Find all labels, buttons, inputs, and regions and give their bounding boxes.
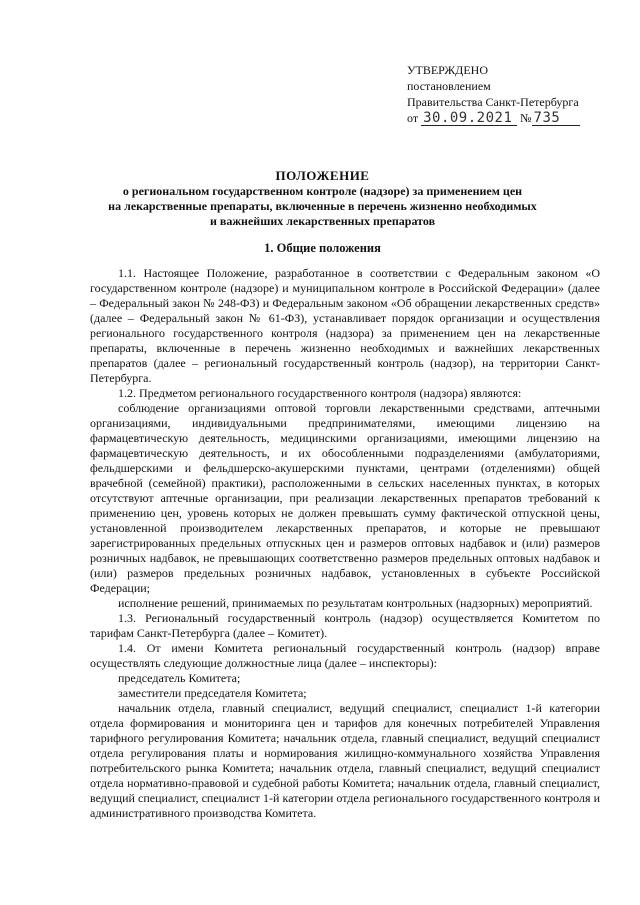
approval-authority: Правительства Санкт-Петербурга bbox=[407, 95, 579, 109]
approval-decree: постановлением bbox=[407, 79, 491, 93]
paragraph: соблюдение организациями оптовой торговли лекарственными средствами, аптечными организациями, индивидуальными предпринимателями, имеющими лицензию на фармацевтическую деятельность, медицинскими организациями, имеющими лицензию на фармацевтическую деятельность, и их обособленными подразделениями (амбулаториями, фельдшерскими и фельдшерско-акушерскими пунктами, центрами (отделениями) общей врачебной (семейной) практики), расположенными в сельских населенных пунктах, в которых отсутствуют аптечные организации, при реализации лекарственных препаратов требований к применению цен, уровень которых не должен превышать сумму фактической отпускной цены, установленной производителем лекарственных препаратов, и которые не превышают зарегистрированных предельных отпускных цен и размеров оптовых надбавок и (или) размеров розничных надбавок, не превышающих соответственно размеров предельных оптовых надбавок и (или) размеров предельных розничных надбавок, установленных в субъекте Российской Федерации; bbox=[90, 401, 600, 595]
paragraph: 1.2. Предметом регионального государственного контроля (надзора) являются: bbox=[118, 386, 522, 400]
paragraph: 1.3. Региональный государственный контроль (надзор) осуществляется Комитетом по тарифам Санкт-Петербурга (далее – Комитет). bbox=[90, 611, 600, 640]
title-line-3: и важнейших лекарственных препаратов bbox=[209, 214, 436, 228]
section-heading: 1. Общие положения bbox=[264, 241, 381, 255]
number-prefix: № bbox=[520, 111, 532, 125]
approval-stamp bbox=[407, 62, 607, 126]
paragraph: 1.4. От имени Комитета региональный государственный контроль (надзор) вправе осуществлять следующие должностные лица (далее – инспекторы): bbox=[90, 641, 600, 670]
title-line-2: на лекарственные препараты, включенные в перечень жизненно необходимых bbox=[108, 199, 537, 213]
document-body bbox=[90, 266, 600, 821]
approval-date: 30.09.2021 bbox=[421, 111, 517, 126]
paragraph: председатель Комитета; bbox=[118, 671, 241, 685]
approval-date-line bbox=[407, 110, 607, 126]
date-prefix: от bbox=[407, 111, 419, 125]
approval-heading: УТВЕРЖДЕНО bbox=[407, 63, 489, 77]
title-heading: ПОЛОЖЕНИЕ bbox=[275, 168, 370, 183]
paragraph: исполнение решений, принимаемых по результатам контрольных (надзорных) мероприятий. bbox=[118, 596, 593, 610]
paragraph: начальник отдела, главный специалист, ведущий специалист, специалист 1-й категории отдела формирования и мониторинга цен и тарифов для конечных потребителей Управления тарифного регулирования Комитета; начальник отдела, главный специалист, ведущий специалист отдела регулирования платы и нормирования жилищно-коммунального хозяйства Управления потребительского рынка Комитета; начальник отдела, главный специалист, ведущий специалист отдела нормативно-правовой и судебной работы Комитета; начальник отдела, главный специалист, ведущий специалист, специалист 1-й категории отдела регионального государственного контроля и административного производства Комитета. bbox=[90, 701, 600, 820]
document-title bbox=[90, 168, 555, 229]
approval-number: 735 bbox=[532, 111, 580, 126]
paragraph: заместители председателя Комитета; bbox=[118, 686, 307, 700]
title-line-1: о региональном государственном контроле (надзоре) за применением цен bbox=[122, 184, 523, 198]
paragraph: 1.1. Настоящее Положение, разработанное в соответствии с Федеральным законом «О государственном контроле (надзоре) и муниципальном контроле в Российской Федерации» (далее – Федеральный закон № 248-ФЗ) и Федеральным законом «Об обращении лекарственных средств» (далее – Федеральный закон № 61-ФЗ), устанавливает порядок организации и осуществления регионального государственного контроля (надзора) за применением цен на лекарственные препараты, включенные в перечень жизненно необходимых и важнейших лекарственных препаратов (далее – региональный государственный контроль (надзор), на территории Санкт-Петербурга. bbox=[90, 266, 600, 385]
